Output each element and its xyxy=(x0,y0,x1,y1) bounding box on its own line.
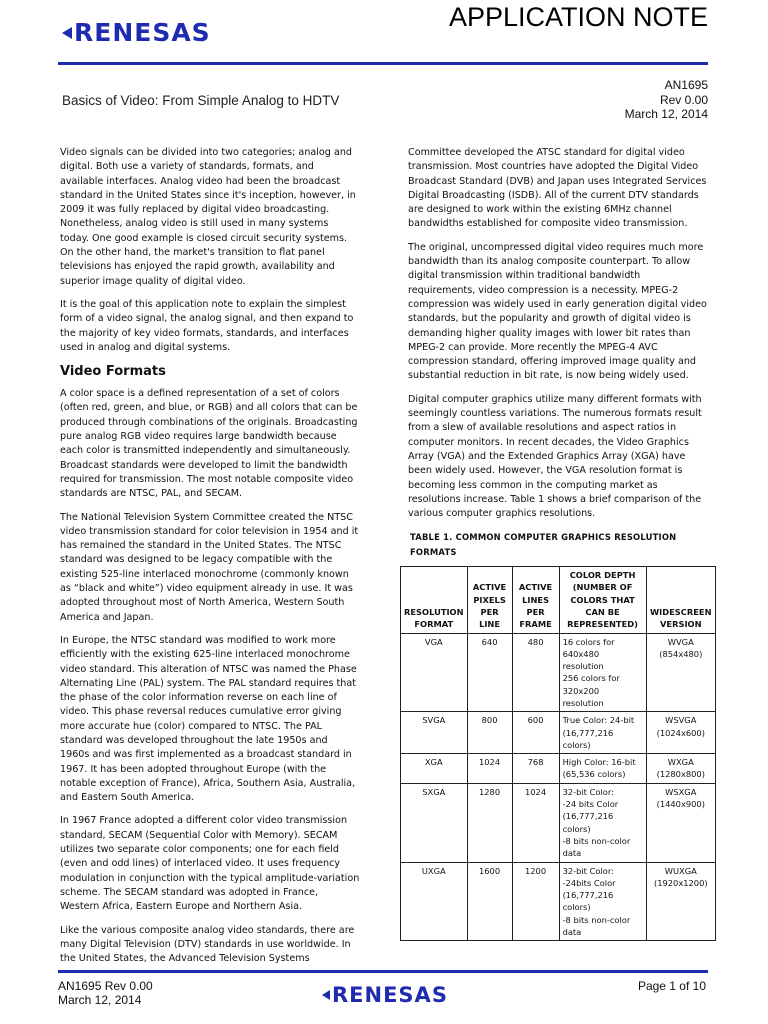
paragraph-secam: In 1967 France adopted a different color video transmission standard, SECAM (Sequential Color with Memory). SECAM utilizes two separate color components; one for each field (even and odd lines) of interlaced video. It uses frequency modulation in conjunction with the typical amplitude-variation scheme. The SECAM standard was adopted in France, Western Africa, Eastern Europe and Northern Asia. xyxy=(60,815,360,913)
table-cell: WVGA (854x480) xyxy=(646,633,715,712)
table-cell: 768 xyxy=(512,754,559,784)
table-cell: WSXGA (1440x900) xyxy=(646,783,715,862)
document-meta xyxy=(625,78,708,122)
paragraph-computer-graphics: Digital computer graphics utilize many different formats with seemingly countless variations. The numerous formats result from a slew of available resolutions and aspect ratios in computer monitors. In recent decades, the Video Graphics Array (VGA) and the Extended Graphics Array (XGA) have been widely used. However, the VGA resolution format is becoming less common in the computing market as resolutions increase. Table 1 shows a brief comparison of the various computer graphics resolutions. xyxy=(408,393,702,520)
table-cell: SVGA xyxy=(401,712,468,754)
table-cell: 1600 xyxy=(467,862,512,941)
table-cell: VGA xyxy=(401,633,468,712)
table-header-row xyxy=(401,567,716,633)
table-cell: 640 xyxy=(467,633,512,712)
footer-rule xyxy=(58,970,708,973)
table-cell: 480 xyxy=(512,633,559,712)
intro-paragraph-2: It is the goal of this application note to explain the simplest form of a video signal, the analog signal, and then expand to the majority of key video formats, standards, and interfaces used in analog and digital systems. xyxy=(60,298,354,353)
table-cell: 1024 xyxy=(512,783,559,862)
paragraph-color-space: A color space is a defined representation of a set of colors (often red, green, and blue, or RGB) and all colors that can be produced through combinations of the originals. Broadcasting pure analog RGB video requires large bandwidth because each color is transmitted independently and simultaneously. Broadcast standards were developed to limit the bandwidth required for transmission. The most notable composite video standards are NTSC, PAL, and SECAM. xyxy=(60,388,358,500)
table-cell: High Color: 16-bit (65,536 colors) xyxy=(559,754,646,784)
table-cell: WXGA (1280x800) xyxy=(646,754,715,784)
table-cell: 600 xyxy=(512,712,559,754)
right-column xyxy=(404,146,712,941)
document-number: AN1695 xyxy=(664,78,708,92)
paragraph-atsc: Committee developed the ATSC standard for digital video transmission. Most countries have adopted the Digital Video Broadcast Standard (DVB) and Japan uses Integrated Services Digital Broadcasting (ISDB). All of the current DTV standards are designed to work within the existing 6MHz channel bandwidths established for composite video transmission. xyxy=(408,147,707,230)
table-header-cell: ACTIVE PIXELS PER LINE xyxy=(467,567,512,633)
resolution-formats-table xyxy=(400,566,716,941)
table-row xyxy=(401,862,716,941)
table-cell: 1200 xyxy=(512,862,559,941)
renesas-logo xyxy=(62,18,211,47)
renesas-footer-logo xyxy=(322,983,448,1007)
renesas-footer-logo-text: RENESAS xyxy=(332,983,448,1007)
intro-paragraph-1: Video signals can be divided into two categories; analog and digital. Both use a variety of standards, formats, and available interfaces. Analog video had been the broadcast standard in the United States since it's inception, however, in 2009 it was fully replaced by digital video broadcasting. Nonetheless, analog video is still used in many systems today. One good example is closed circuit security systems. On the other hand, the market's transition to flat panel televisions has enjoyed the rapid growth, availability and superior image quality of digital video. xyxy=(60,147,356,287)
paragraph-dtv: Like the various composite analog video standards, there are many Digital Television (DTV) standards in use worldwide. In the United States, the Advanced Television Systems xyxy=(60,924,355,965)
paragraph-ntsc: The National Television System Committee created the NTSC video transmission standard for color television in 1954 and it has remained the standard in the United States. The NTSC standard was designed to be legacy compatible with the existing 525-line interlaced monochrome (commonly known as “black and white”) video equipment already in use. It was adopted throughout most of North America, Western South America and Japan. xyxy=(60,511,359,623)
renesas-logo-mark-icon xyxy=(322,990,330,1000)
paragraph-compression: The original, uncompressed digital video requires much more bandwidth than its analog composite counterpart. To allow digital transmission within traditional bandwidth requirements, video compression is a necessity. MPEG-2 compression was widely used in early generation digital video standards, but the popularity and growth of digital video is demanding higher quality images with lower bit rates than MPEG-2 can provide. More recently the MPEG-4 AVC compression standard, offering improved image quality and substantial reduction in bit rate, is now being widely used. xyxy=(408,241,707,382)
table-cell: 1024 xyxy=(467,754,512,784)
table-cell: UXGA xyxy=(401,862,468,941)
table-caption: TABLE 1. COMMON COMPUTER GRAPHICS RESOLUTION FORMATS xyxy=(410,532,677,557)
renesas-logo-mark-icon xyxy=(62,27,72,39)
section-heading-video-formats: Video Formats xyxy=(60,364,166,380)
table-row xyxy=(401,754,716,784)
table-header-cell: WIDESCREEN VERSION xyxy=(646,567,715,633)
footer-doc-revision: AN1695 Rev 0.00 xyxy=(58,979,153,993)
document-type-heading: APPLICATION NOTE xyxy=(448,2,708,32)
left-column xyxy=(60,146,360,975)
document-date: March 12, 2014 xyxy=(624,107,708,121)
table-header-cell: ACTIVE LINES PER FRAME xyxy=(512,567,559,633)
footer-date: March 12, 2014 xyxy=(58,993,142,1007)
table-cell: WUXGA (1920x1200) xyxy=(646,862,715,941)
table-body xyxy=(401,633,716,941)
table-cell: XGA xyxy=(401,754,468,784)
table-cell: 32-bit Color: -24bits Color (16,777,216 colors) -8 bits non-color data xyxy=(559,862,646,941)
document-title: Basics of Video: From Simple Analog to HDTV xyxy=(62,93,340,108)
table-cell: 800 xyxy=(467,712,512,754)
table-cell: WSVGA (1024x600) xyxy=(646,712,715,754)
table-row xyxy=(401,712,716,754)
table-cell: 16 colors for 640x480 resolution 256 colors for 320x200 resolution xyxy=(559,633,646,712)
table-header-cell: COLOR DEPTH (NUMBER OF COLORS THAT CAN BE REPRESENTED) xyxy=(559,567,646,633)
footer-document-info xyxy=(58,979,153,1007)
table-cell: SXGA xyxy=(401,783,468,862)
table-row xyxy=(401,633,716,712)
page-number: Page 1 of 10 xyxy=(637,979,706,993)
renesas-logo-text: RENESAS xyxy=(74,18,211,47)
table-cell: True Color: 24-bit (16,777,216 colors) xyxy=(559,712,646,754)
document-revision: Rev 0.00 xyxy=(659,92,708,107)
table-cell: 32-bit Color: -24 bits Color (16,777,216 colors) -8 bits non-color data xyxy=(559,783,646,862)
table-cell: 1280 xyxy=(467,783,512,862)
table-row xyxy=(401,783,716,862)
header-rule xyxy=(58,62,708,65)
paragraph-pal: In Europe, the NTSC standard was modified to work more efficiently with the existing 625-line interlaced monochrome video standard. This alteration of NTSC was named the Phase Alternating Line (PAL) system. The PAL standard requires that the phase of the color information reverse on each line of video. This phase reversal reduces cumulative error giving more accurate hue (color) compared to NTSC. The PAL standard was developed throughout the late 1950s and 1960s and was first implemented as a broadcast standard in 1967. It has been adopted throughout Europe (with the notable exception of France), Africa, Southern Asia, Australia, and Eastern South America. xyxy=(60,634,357,804)
table-header-cell: RESOLUTION FORMAT xyxy=(401,567,468,633)
